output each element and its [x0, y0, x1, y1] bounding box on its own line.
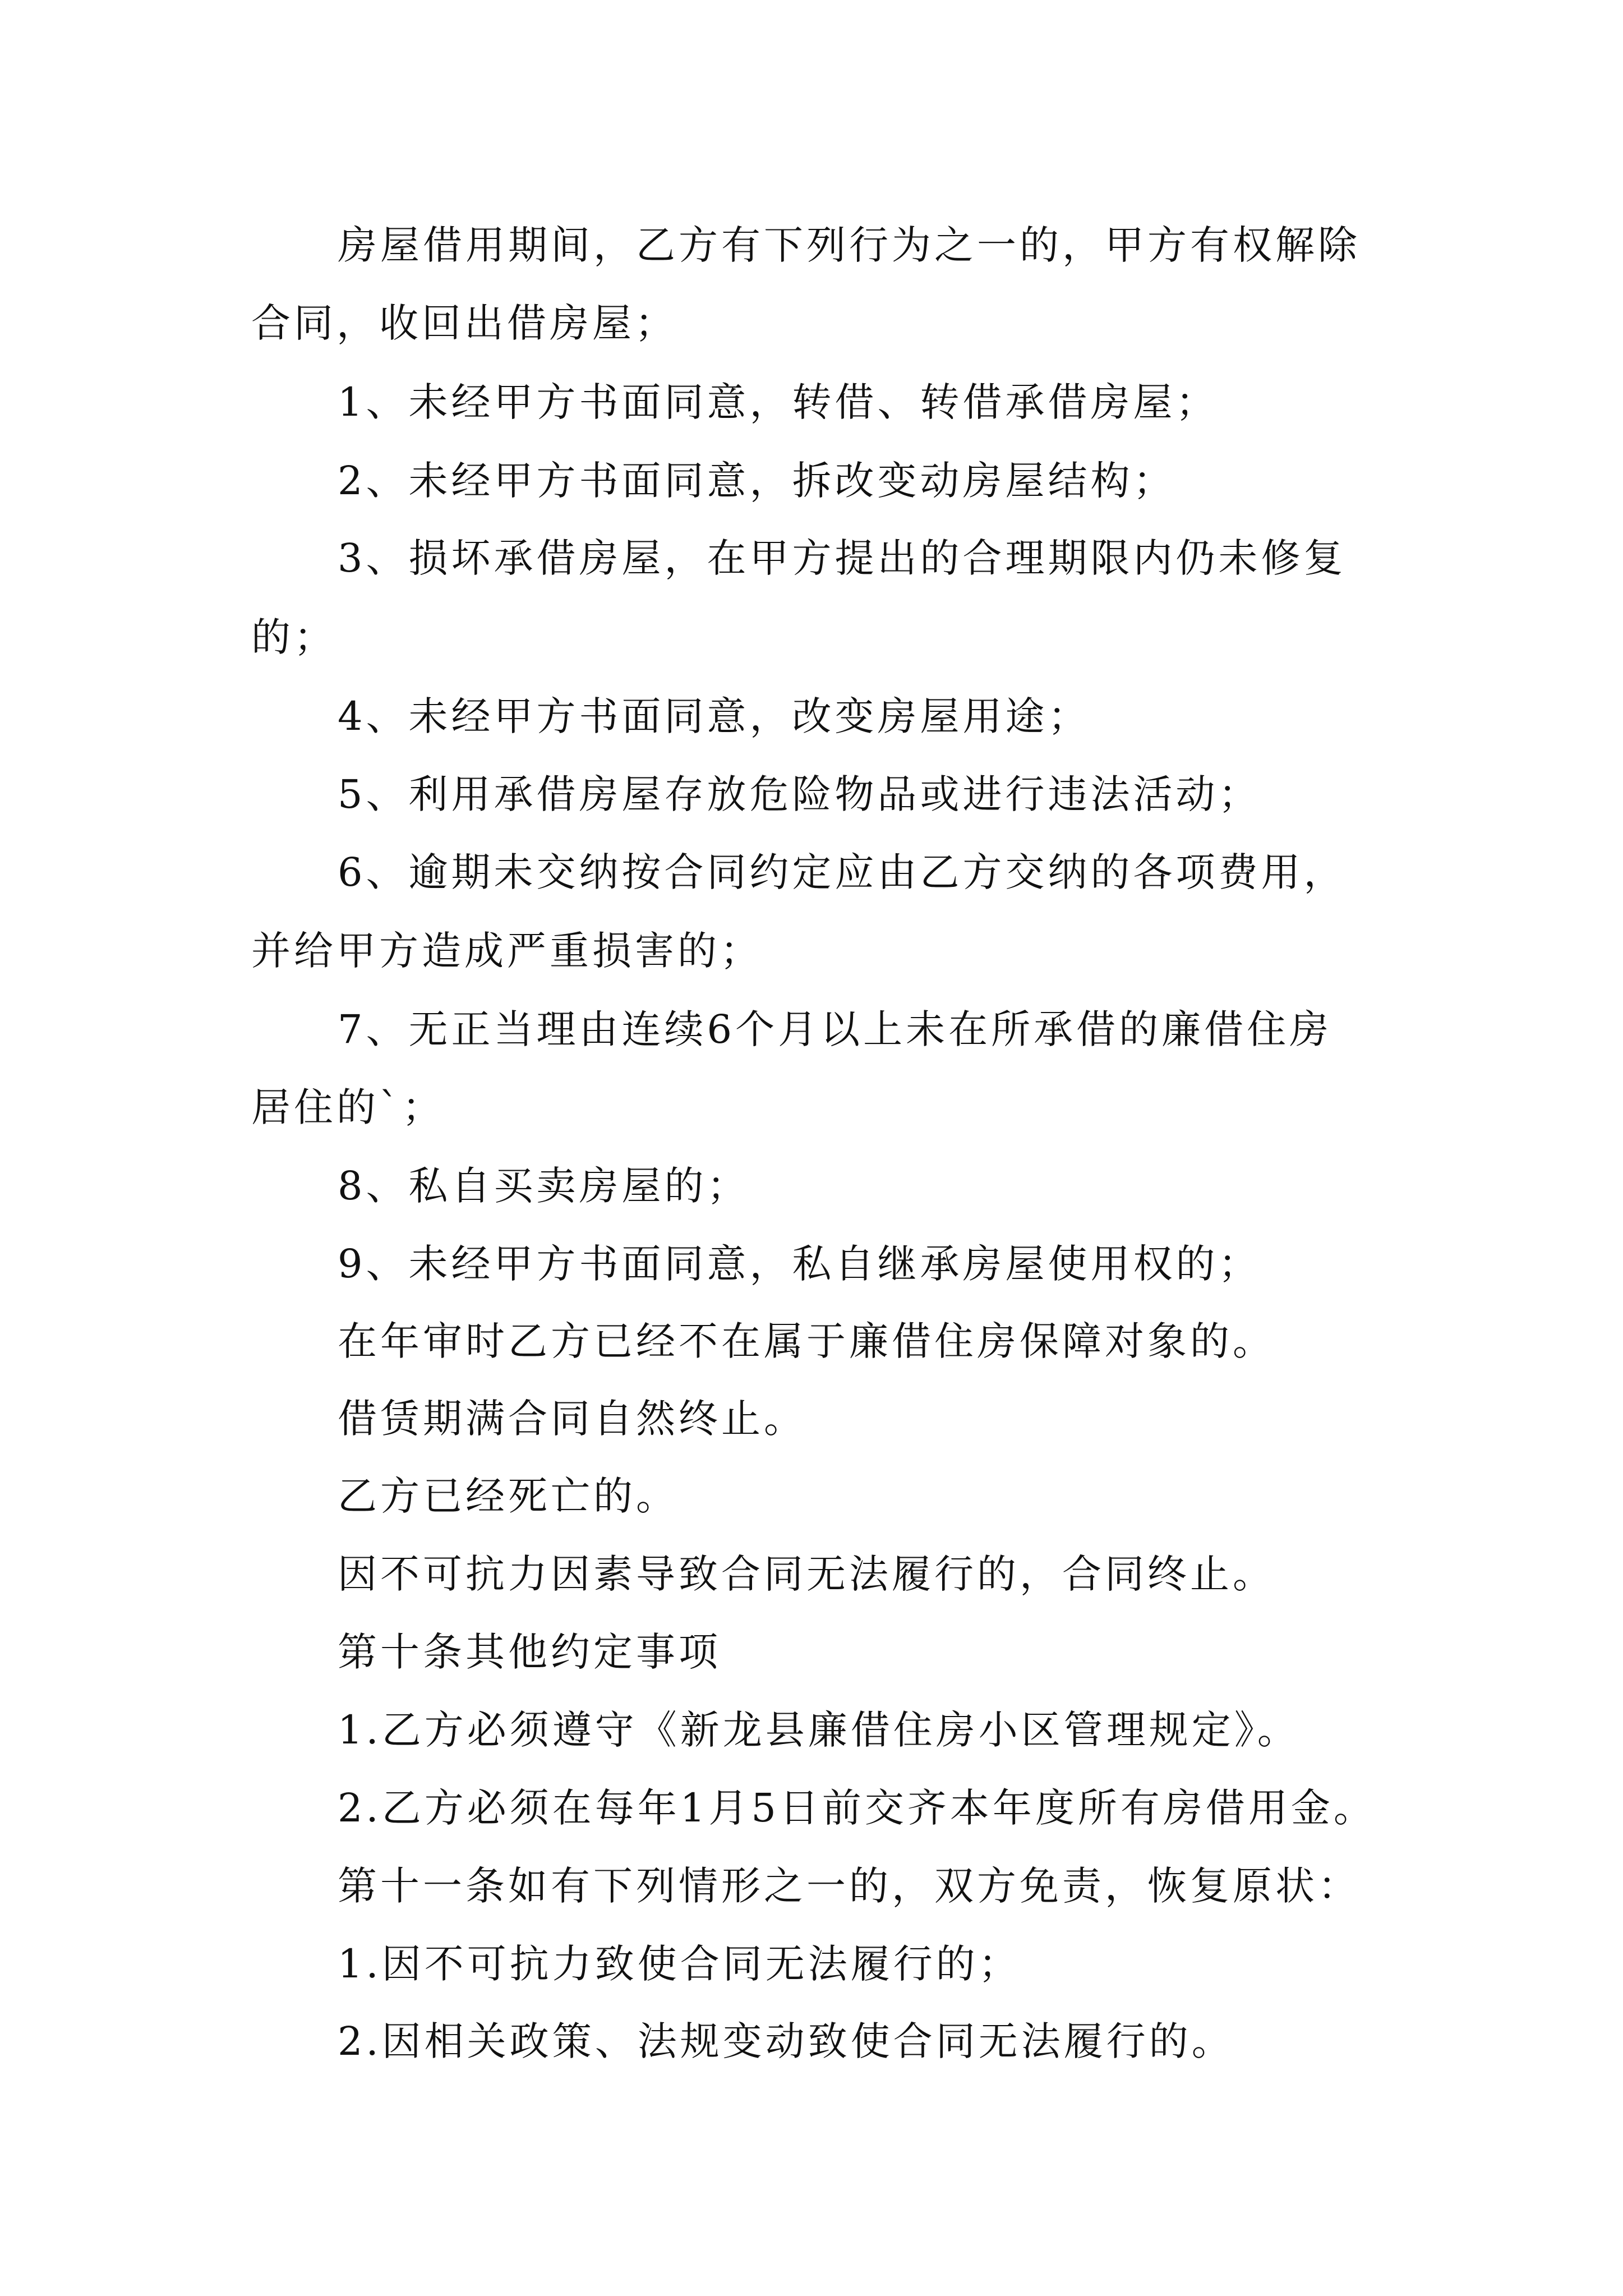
- list-item-2: 2、未经甲方书面同意，拆改变动房屋结构；: [338, 458, 1176, 504]
- article-10-item-2: 2.乙方必须在每年1月5日前交齐本年度所有房借用金。: [338, 1785, 1376, 1831]
- article-11-item-2: 2.因相关政策、法规变动致使合同无法履行的。: [338, 2018, 1234, 2064]
- article-10-heading: 第十条其他约定事项: [338, 1629, 721, 1675]
- list-item-7-line-2: 居住的`；: [251, 1084, 445, 1130]
- list-item-6-line-1: 6、逾期未交纳按合同约定应由乙方交纳的各项费用，: [338, 849, 1347, 895]
- paragraph-lease-expiry: 借赁期满合同自然终止。: [338, 1396, 806, 1442]
- list-item-4: 4、未经甲方书面同意，改变房屋用途；: [338, 693, 1091, 739]
- paragraph-deceased: 乙方已经死亡的。: [338, 1473, 679, 1519]
- paragraph-intro-line-1: 房屋借用期间，乙方有下列行为之一的，甲方有权解除: [338, 222, 1361, 268]
- article-10-item-1: 1.乙方必须遵守《新龙县廉借住房小区管理规定》。: [338, 1707, 1300, 1753]
- list-item-3-line-1: 3、损坏承借房屋，在甲方提出的合理期限内仍未修复: [338, 535, 1347, 581]
- list-item-8: 8、私自买卖房屋的；: [338, 1163, 750, 1209]
- paragraph-intro-line-2: 合同，收回出借房屋；: [251, 300, 677, 346]
- paragraph-force-majeure: 因不可抗力因素导致合同无法履行的，合同终止。: [338, 1551, 1275, 1597]
- list-item-7-line-1: 7、无正当理由连续6个月以上未在所承借的廉借住房: [338, 1006, 1332, 1052]
- paragraph-annual-review: 在年审时乙方已经不在属于廉借住房保障对象的。: [338, 1318, 1275, 1364]
- list-item-6-line-2: 并给甲方造成严重损害的；: [251, 928, 763, 974]
- list-item-1: 1、未经甲方书面同意，转借、转借承借房屋；: [338, 379, 1219, 425]
- article-11-heading: 第十一条如有下列情形之一的，双方免责，恢复原状：: [338, 1863, 1361, 1909]
- article-11-item-1: 1.因不可抗力致使合同无法履行的；: [338, 1941, 1021, 1987]
- list-item-5: 5、利用承借房屋存放危险物品或进行违法活动；: [338, 771, 1261, 817]
- list-item-9: 9、未经甲方书面同意，私自继承房屋使用权的；: [338, 1241, 1261, 1287]
- list-item-3-line-2: 的；: [251, 614, 336, 660]
